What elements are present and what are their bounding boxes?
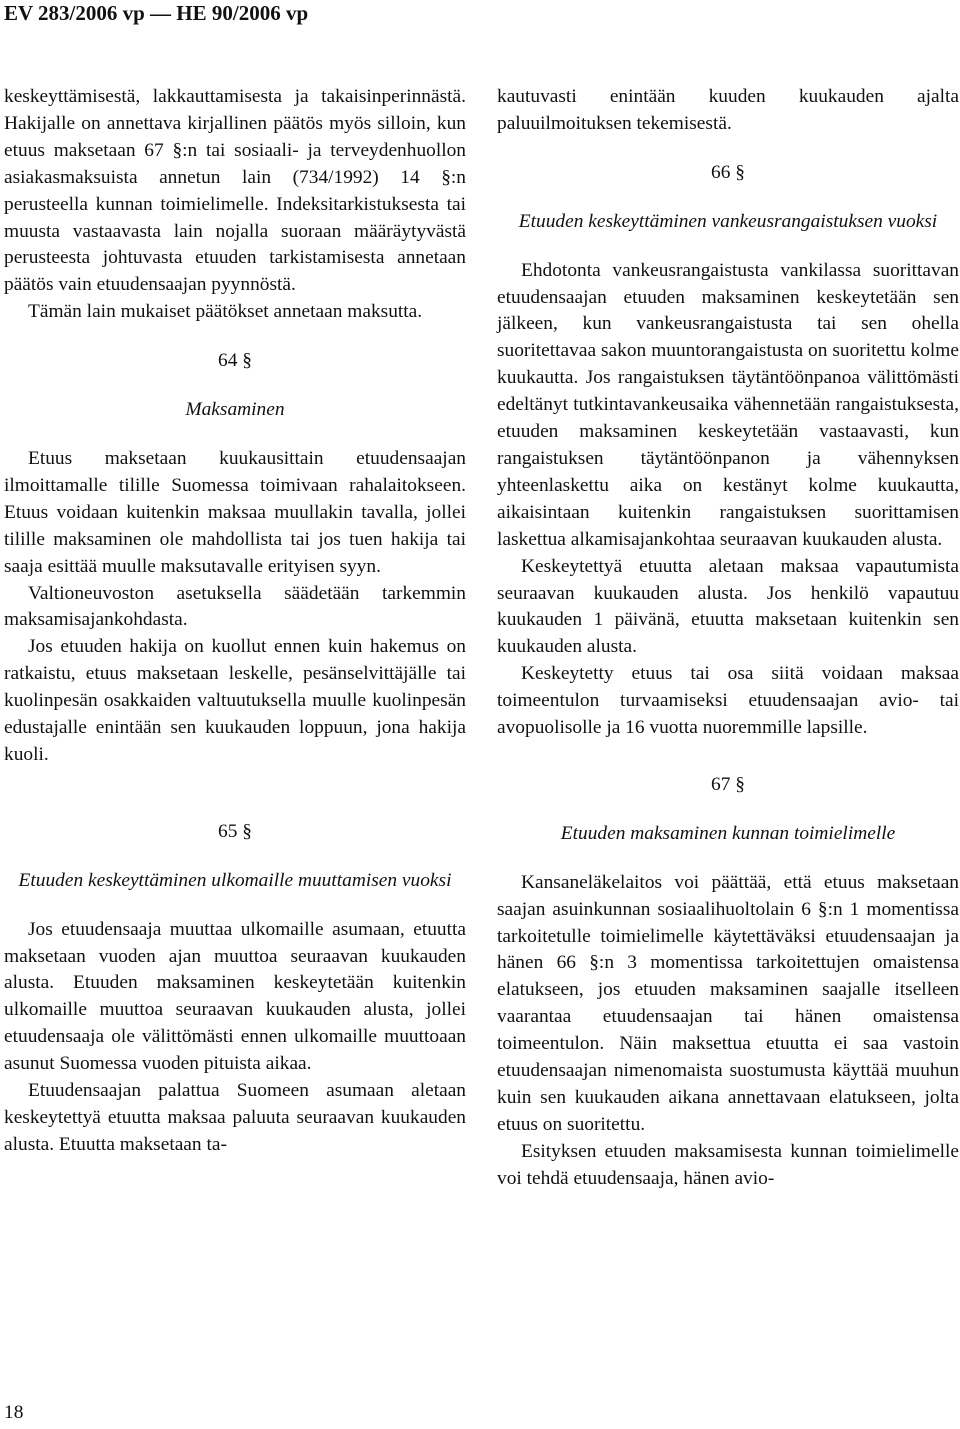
section-title-64: Maksaminen xyxy=(185,399,285,421)
section-number-66: 66 § xyxy=(711,161,745,183)
paragraph: Tämän lain mukaiset päätökset annetaan maksutta. xyxy=(28,301,423,323)
section-title-67: Etuuden maksaminen kunnan toimielimelle xyxy=(560,822,896,844)
section-title-66: Etuuden keskeyttäminen vankeusrangaistuksen vuoksi xyxy=(518,210,938,232)
paragraph: Keskeytettyä etuutta aletaan maksaa vapautumista seuraavan kuukauden alusta. Jos henkilö vapautuu kuukauden 1 päivänä, etuutta maksetaan kuitenkin sen kuukauden alusta. xyxy=(497,555,959,658)
paragraph: Esityksen etuuden maksamisesta kunnan toimielimelle voi tehdä etuudensaaja, hänen avio- xyxy=(497,1140,959,1189)
page-number: 18 xyxy=(4,1402,24,1423)
section-title-65: Etuuden keskeyttäminen ulkomaille muuttamisen vuoksi xyxy=(18,869,452,891)
paragraph: Jos etuudensaaja muuttaa ulkomaille asumaan, etuutta maksetaan vuoden ajan muuttoa seuraavan kuukauden alusta. Etuuden maksaminen keskeytetään kuitenkin ulkomaille muuttoa seuraavan kuukauden alusta, jollei etuudensaaja ole välittömästi ennen ulkomaille muuttoaan asunut Suomessa vuoden pituista aikaa. xyxy=(4,918,466,1075)
paragraph: Keskeytetty etuus tai osa siitä voidaan maksaa toimeentulon turvaamiseksi etuudensaajan avio- tai avopuolisolle ja 16 vuotta nuoremmille lapsille. xyxy=(497,663,959,739)
paragraph: Valtioneuvoston asetuksella säädetään tarkemmin maksamisajankohdasta. xyxy=(4,582,466,631)
paragraph: Jos etuuden hakija on kuollut ennen kuin hakemus on ratkaistu, etuus maksetaan leskelle, pesänselvittäjälle tai kuolinpesän osakkaiden valtuutuksella muulle kuolinpesän edustajalle enintään sen kuukauden loppuun, jona hakija kuoli. xyxy=(4,636,466,765)
document-header: EV 283/2006 vp — HE 90/2006 vp xyxy=(4,1,309,25)
left-column xyxy=(4,84,466,1159)
paragraph: kautuvasti enintään kuuden kuukauden ajalta paluuilmoituksen tekemisestä. xyxy=(497,86,959,134)
paragraph: Ehdotonta vankeusrangaistusta vankilassa suorittavan etuudensaajan etuuden maksaminen keskeytetään sen jälkeen, kun vankeusrangaistusta tai sen ohella suoritettavaa sakon muuntorangaistusta on suoritettu kolme kuukautta. Jos rangaistuksen täytäntöönpanoa välittömästi edeltänyt tutkintavankeusaika vähennetään rangaistuksesta, etuuden maksaminen keskeytetään vastaavasti, kun rangaistuksen täytäntöönpanon ja vähennyksen yhteenlaskettu aika on kestänyt kolme kuukautta, aikaisintaan kuitenkin rangaistuksen suorittamisen laskettua alkamisajankohtaa seuraavan kuukauden alusta. xyxy=(497,259,959,550)
paragraph: Etuudensaajan palattua Suomeen asumaan aletaan keskeytettyä etuutta maksaa paluuta seuraavan kuukauden alusta. Etuutta maksetaan ta- xyxy=(4,1080,466,1155)
section-number-67: 67 § xyxy=(711,773,745,795)
section-number-64: 64 § xyxy=(218,350,252,372)
paragraph: keskeyttämisestä, lakkauttamisesta ja takaisinperinnästä. Hakijalle on annettava kirjallinen päätös myös silloin, kun etuus maksetaan 67 §:n tai sosiaali- ja terveydenhuollon asiakasmaksuista annetun lain (734/1992) 14 §:n perusteella kunnan toimielimelle. Indeksitarkistuksesta tai muusta vastaavasta lain nojalla suoraan määräytyvästä perusteesta johtuvasta etuuden tarkistamisesta annetaan päätös vain etuudensaajan pyynnöstä. xyxy=(4,86,466,296)
paragraph: Kansaneläkelaitos voi päättää, että etuus maksetaan saajan asuinkunnan sosiaalihuoltolain 6 §:n 1 momentissa tarkoitetulle toimielimelle käytettäväksi etuudensaajan ja hänen 66 §:n 3 momentissa tarkoitettujen omaistensa elatukseen, jos etuuden maksaminen saajalle itselleen vaarantaa etuudensaajan tai hänen omaistensa toimeentulon. Näin maksettua etuutta ei saa vastoin etuudensaajan nimenomaista suostumusta käyttää muuhun kuin sen kuukauden aikana annettavaan elatukseen, jolta etuus on suoritettu. xyxy=(497,871,959,1135)
paragraph: Etuus maksetaan kuukausittain etuudensaajan ilmoittamalle tilille Suomessa toimivaan rahalaitokseen. Etuus voidaan kuitenkin maksaa muullakin tavalla, jollei tilille maksaminen ole mahdollista tai jos tuen hakija tai saaja esittää muulle maksutavalle erityisen syyn. xyxy=(4,447,466,577)
section-number-65: 65 § xyxy=(218,820,252,842)
right-column xyxy=(497,84,959,1193)
